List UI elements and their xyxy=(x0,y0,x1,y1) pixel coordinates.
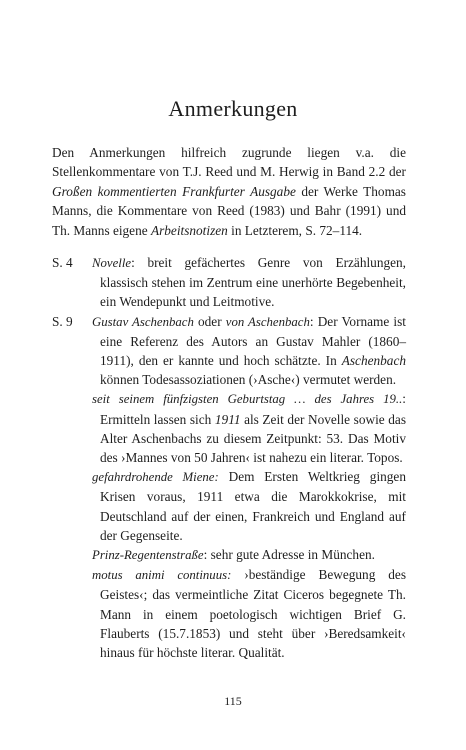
note-text: Dem Ersten Weltkrieg gingen Krisen voraus, 1911 etwa die Marokkokrise, mit Deutschland auf der einen, Frankreich und England auf der Gegenseite. xyxy=(100,469,406,543)
intro-text-1: Den Anmerkungen hilfreich zugrunde liegen v.a. die Stellenkommentare von T.J. Reed und M. Herwig in Band 2.2 der xyxy=(52,145,406,180)
note-italic-term: Aschenbach xyxy=(341,353,406,369)
note-entry xyxy=(92,253,406,312)
note-italic-year: 1911 xyxy=(214,411,241,427)
note-lemma: seit seinem fünfzigsten Geburtstag … des Jahres 19.. xyxy=(92,392,403,407)
note-text: : Ermitteln lassen sich xyxy=(100,391,406,427)
note-entry xyxy=(92,565,406,662)
page-reference: S. 9 xyxy=(52,313,73,329)
note-lemma: Prinz-Regentenstraße xyxy=(92,548,204,563)
note-connector: oder xyxy=(193,313,226,329)
note-text: : breit gefächertes Genre von Erzählungen, klassisch stehen im Zentrum eine unerhörte Begebenheit, ein Wendepunkt und Leitmotive. xyxy=(100,255,406,310)
notes-list xyxy=(52,253,406,662)
note-lemma: gefahrdrohende Miene: xyxy=(92,470,219,485)
note-lemma: motus animi continuus: xyxy=(92,568,232,583)
note-lemma: Novelle xyxy=(92,256,132,270)
note-text: : Der Vorname ist eine Referenz des Autors an Gustav Mahler (1860–1911), den er kannte und hoch schätzte. In xyxy=(100,313,406,369)
note-entry xyxy=(92,467,406,545)
page-number: 115 xyxy=(224,694,242,708)
note-group-s4 xyxy=(52,253,406,312)
intro-text-2: der Werke Thomas Manns, die Kommentare von Reed (1983) und Bahr (1991) und Th. Manns eigene xyxy=(52,183,406,238)
note-group-s9 xyxy=(52,312,406,663)
note-lemma-alt: von Aschenbach xyxy=(225,314,310,329)
note-lemma: Gustav Aschenbach xyxy=(92,314,194,329)
note-text-cont: können Todesassoziationen (›Asche‹) vermutet werden. xyxy=(100,372,397,388)
note-entry xyxy=(92,389,406,467)
note-entry xyxy=(92,312,406,390)
note-body xyxy=(92,312,406,663)
note-body xyxy=(92,253,406,312)
page-reference: S. 4 xyxy=(52,255,73,270)
note-text: ›beständige Bewegung des Geistes‹; das vermeintliche Zitat Ciceros begegnete Th. Mann in einem poetologisch wichtigen Brief G. Flauberts (15.7.1853) und steht über ›Beredsamkeit‹ hinaus für höchste literar. Qualität. xyxy=(100,567,406,661)
intro-italic-notes: Arbeitsnotizen xyxy=(150,222,228,238)
intro-italic-title: Großen kommentierten Frankfurter Ausgabe xyxy=(52,183,296,199)
note-entry xyxy=(92,545,406,565)
note-text-cont: als Zeit der Novelle sowie das Alter Aschenbachs zu diesem Zeitpunkt: 53. Das Motiv des ›Mannes von 50 Jahren‹ ist nahezu ein literar. Topos. xyxy=(100,411,406,466)
page-title: Anmerkungen xyxy=(168,96,298,121)
intro-paragraph xyxy=(52,143,406,240)
note-text: : sehr gute Adresse in München. xyxy=(203,547,375,563)
intro-text-3: in Letzterem, S. 72–114. xyxy=(227,222,363,238)
